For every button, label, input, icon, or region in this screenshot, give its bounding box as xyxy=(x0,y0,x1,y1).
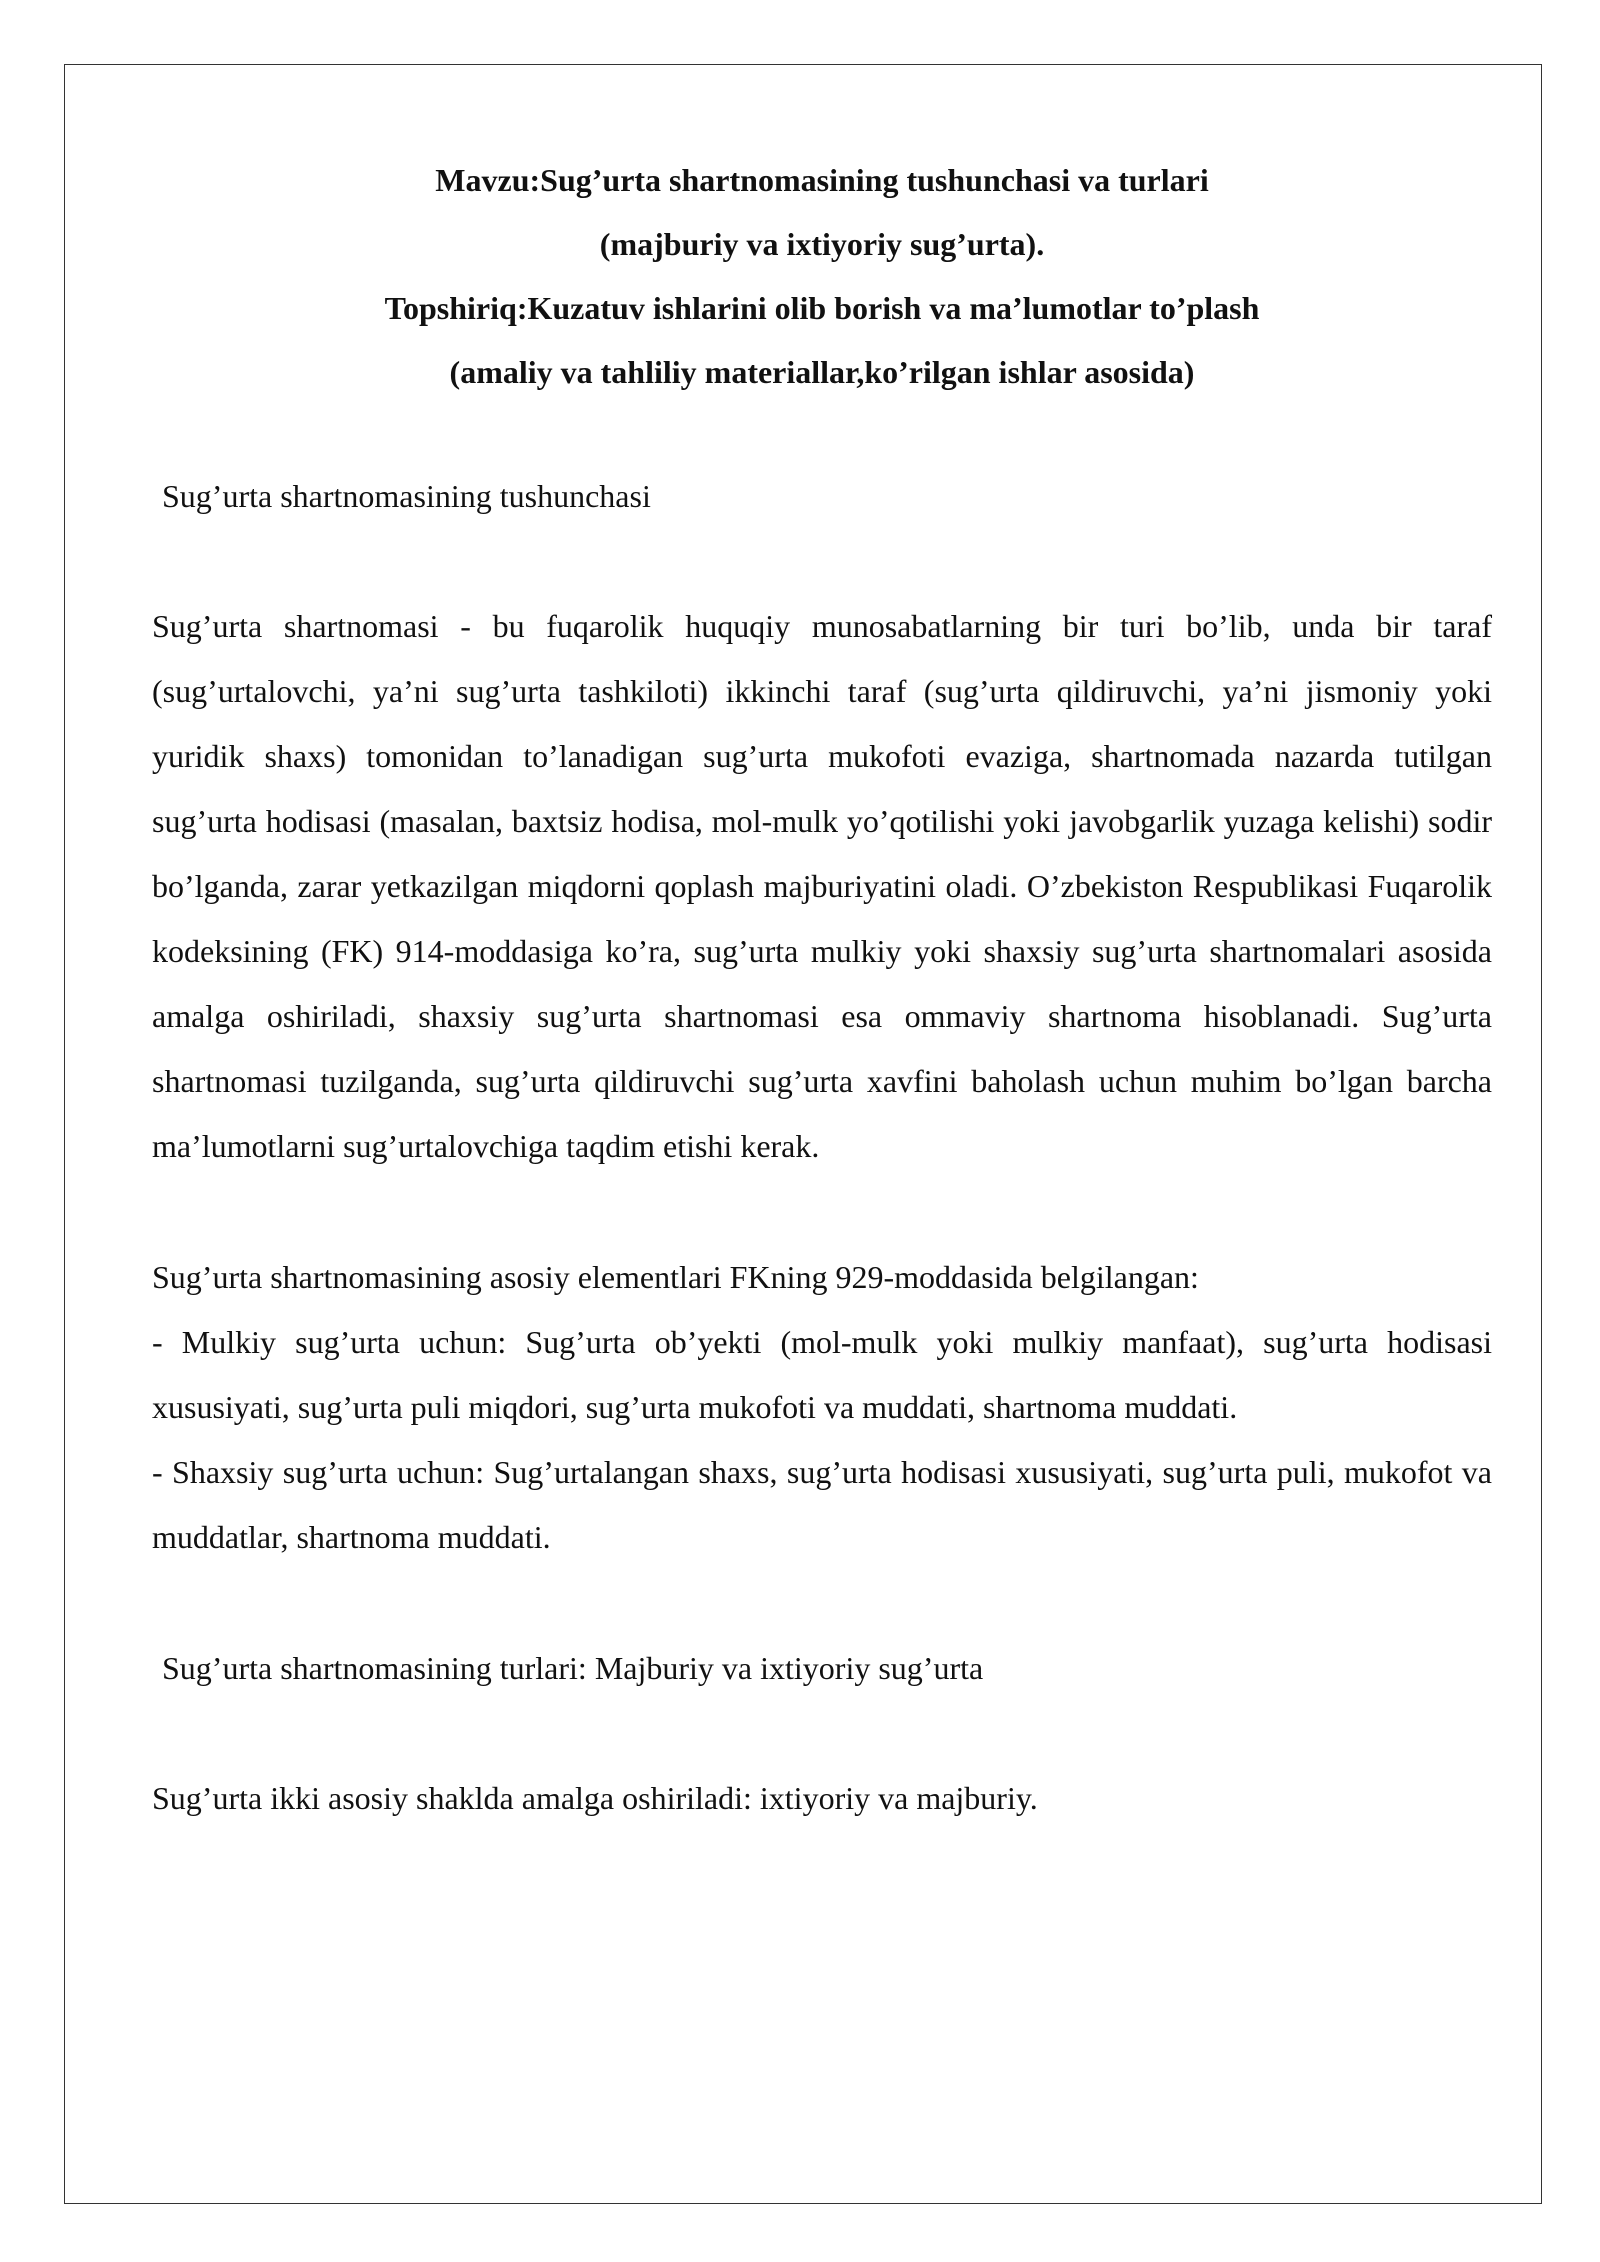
section-heading-concept: Sug’urta shartnomasining tushunchasi xyxy=(162,478,651,514)
title-line-topic-subtitle: (majburiy va ixtiyoriy sug’urta). xyxy=(599,226,1045,262)
spacer xyxy=(152,1570,1492,1636)
title-line-task-subtitle: (amaliy va tahliliy materiallar,ko’rilgan ishlar asosida) xyxy=(449,354,1195,390)
spacer xyxy=(152,1700,1492,1766)
title-line-task: Topshiriq:Kuzatuv ishlarini olib borish va ma’lumotlar to’plash xyxy=(384,290,1260,326)
paragraph-forms: Sug’urta ikki asosiy shaklda amalga oshiriladi: ixtiyoriy va majburiy. xyxy=(152,1780,1038,1816)
spacer xyxy=(152,1179,1492,1245)
spacer xyxy=(152,528,1492,594)
spacer xyxy=(152,404,1492,464)
section-heading-types: Sug’urta shartnomasining turlari: Majburiy va ixtiyoriy sug’urta xyxy=(162,1650,984,1686)
list-item-personal-insurance: - Shaxsiy sug’urta uchun: Sug’urtalangan shaxs, sug’urta hodisasi xususiyati, sug’urta puli, mukofot va muddatlar, shartnoma muddati. xyxy=(152,1454,1492,1555)
paragraph-definition: Sug’urta shartnomasi - bu fuqarolik huquqiy munosabatlarning bir turi bo’lib, unda bir taraf (sug’urtalovchi, ya’ni sug’urta tashkiloti) ikkinchi taraf (sug’urta qildiruvchi, ya’ni jismoniy yoki yuridik shaxs) tomonidan to’lanadigan sug’urta mukofoti evaziga, shartnomada nazarda tutilgan sug’urta hodisasi (masalan, baxtsiz hodisa, mol-mulk yo’qotilishi yoki javobgarlik yuzaga kelishi) sodir bo’lganda, zarar yetkazilgan miqdorni qoplash majburiyatini oladi. O’zbekiston Respublikasi Fuqarolik kodeksining (FK) 914-moddasiga ko’ra, sug’urta mulkiy yoki shaxsiy sug’urta shartnomalari asosida amalga oshiriladi, shaxsiy sug’urta shartnomasi esa ommaviy shartnoma hisoblanadi. Sug’urta shartnomasi tuzilganda, sug’urta qildiruvchi sug’urta xavfini baholash uchun muhim bo’lgan barcha ma’lumotlarni sug’urtalovchiga taqdim etishi kerak. xyxy=(152,608,1492,1164)
paragraph-elements-intro: Sug’urta shartnomasining asosiy elementlari FKning 929-moddasida belgilangan: xyxy=(152,1259,1199,1295)
document-title xyxy=(152,148,1492,404)
title-line-topic: Mavzu:Sug’urta shartnomasining tushunchasi va turlari xyxy=(435,162,1209,198)
document-body xyxy=(152,148,1492,1831)
list-item-property-insurance: - Mulkiy sug’urta uchun: Sug’urta ob’yekti (mol-mulk yoki mulkiy manfaat), sug’urta hodisasi xususiyati, sug’urta puli miqdori, sug’urta mukofoti va muddati, shartnoma muddati. xyxy=(152,1324,1492,1425)
